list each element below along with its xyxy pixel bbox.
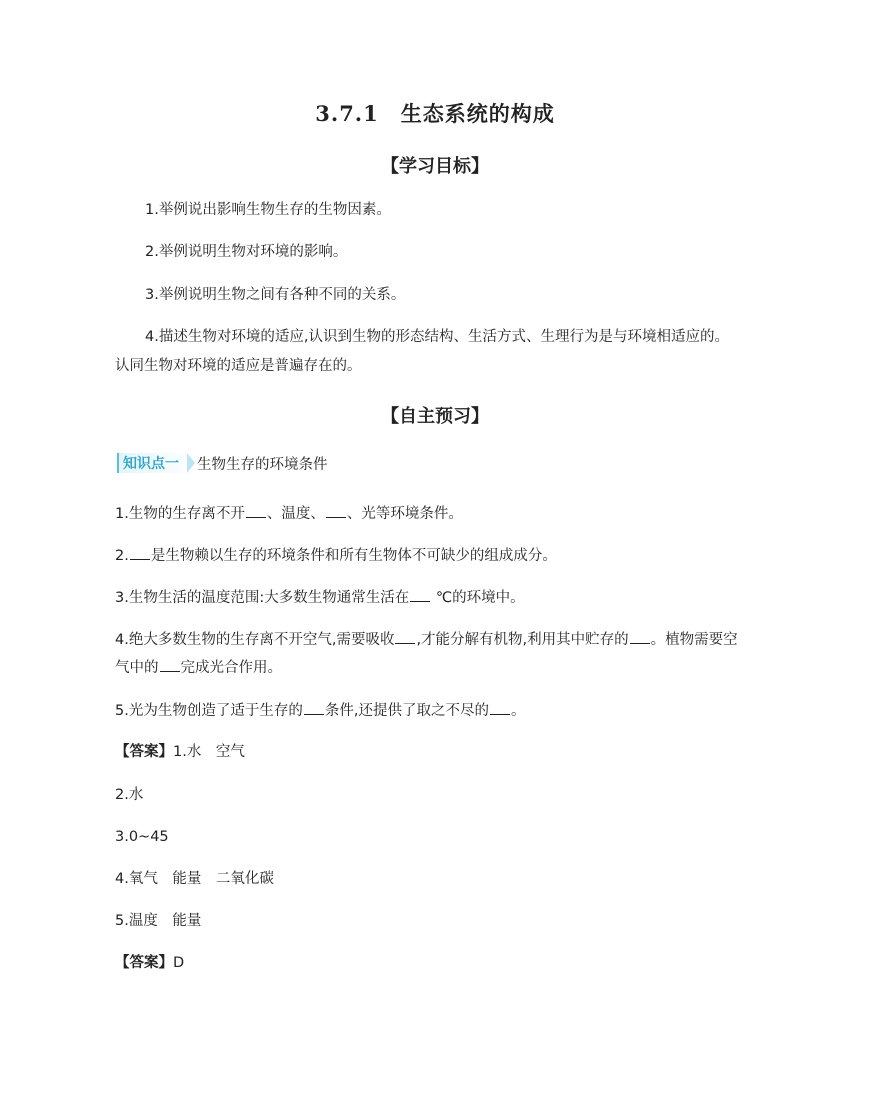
question-text: 5.光为生物创造了适于生存的 [115, 703, 303, 719]
goal-item-1: 1.举例说出影响生物生存的生物因素。 [145, 202, 391, 218]
answer-blank [395, 629, 415, 644]
question-4 [115, 629, 738, 650]
knowledge-point-title: 生物生存的环境条件 [197, 456, 328, 473]
question-1 [115, 503, 463, 524]
answer-text: D [173, 955, 185, 971]
question-text: ℃的环境中。 [431, 590, 525, 606]
answer-blank [246, 503, 266, 518]
answer-blank [130, 545, 150, 560]
answer-blank [490, 700, 510, 715]
question-text: 4.绝大多数生物的生存离不开空气,需要吸收 [115, 632, 395, 648]
answer-blank [630, 629, 650, 644]
question-text: 1.生物的生存离不开 [115, 506, 245, 522]
answer-blank [326, 503, 346, 518]
answer-blank [304, 700, 324, 715]
question-text: 条件,还提供了取之不尽的 [324, 703, 489, 719]
answer-4: 4.氧气 能量 二氧化碳 [115, 871, 274, 887]
answer-1 [115, 742, 245, 762]
question-text: 、温度、 [266, 506, 325, 522]
question-4-continued [115, 657, 282, 678]
page-title: 3.7.1 生态系统的构成 [315, 101, 555, 126]
answer-text: 1.水 空气 [173, 744, 245, 760]
answer-2: 2.水 [115, 787, 144, 803]
goal-item-4: 4.描述生物对环境的适应,认识到生物的形态结构、生活方式、生理行为是与环境相适应的。 [145, 329, 729, 345]
preview-heading: 【自主预习】 [381, 406, 489, 427]
question-text: 2. [115, 548, 129, 564]
answer-blank [160, 657, 180, 672]
answer-3: 3.0~45 [115, 829, 169, 845]
answer-label: 【答案】 [115, 744, 173, 760]
answer-6 [115, 953, 184, 973]
goal-item-3: 3.举例说明生物之间有各种不同的关系。 [145, 287, 406, 303]
question-text: 是生物赖以生存的环境条件和所有生物体不可缺少的组成成分。 [150, 548, 557, 564]
question-5 [115, 700, 525, 721]
goals-heading: 【学习目标】 [381, 156, 489, 177]
question-2 [115, 545, 557, 566]
goal-item-2: 2.举例说明生物对环境的影响。 [145, 244, 348, 260]
answer-5: 5.温度 能量 [115, 913, 202, 929]
question-text: 3.生物生活的温度范围:大多数生物通常生活在 [115, 590, 410, 606]
question-text: ,才能分解有机物,利用其中贮存的 [416, 632, 629, 648]
knowledge-point-row [117, 452, 328, 474]
question-text: 。植物需要空 [650, 632, 738, 648]
question-text: 。 [510, 703, 526, 719]
goal-item-4-continued: 认同生物对环境的适应是普遍存在的。 [115, 358, 362, 374]
question-text: 完成光合作用。 [180, 660, 282, 676]
answer-blank [410, 587, 430, 602]
question-text: 、光等环境条件。 [346, 506, 463, 522]
question-text: 气中的 [115, 660, 159, 676]
answer-label: 【答案】 [115, 955, 173, 971]
knowledge-point-badge: 知识点一 [117, 453, 193, 473]
question-3 [115, 587, 525, 608]
